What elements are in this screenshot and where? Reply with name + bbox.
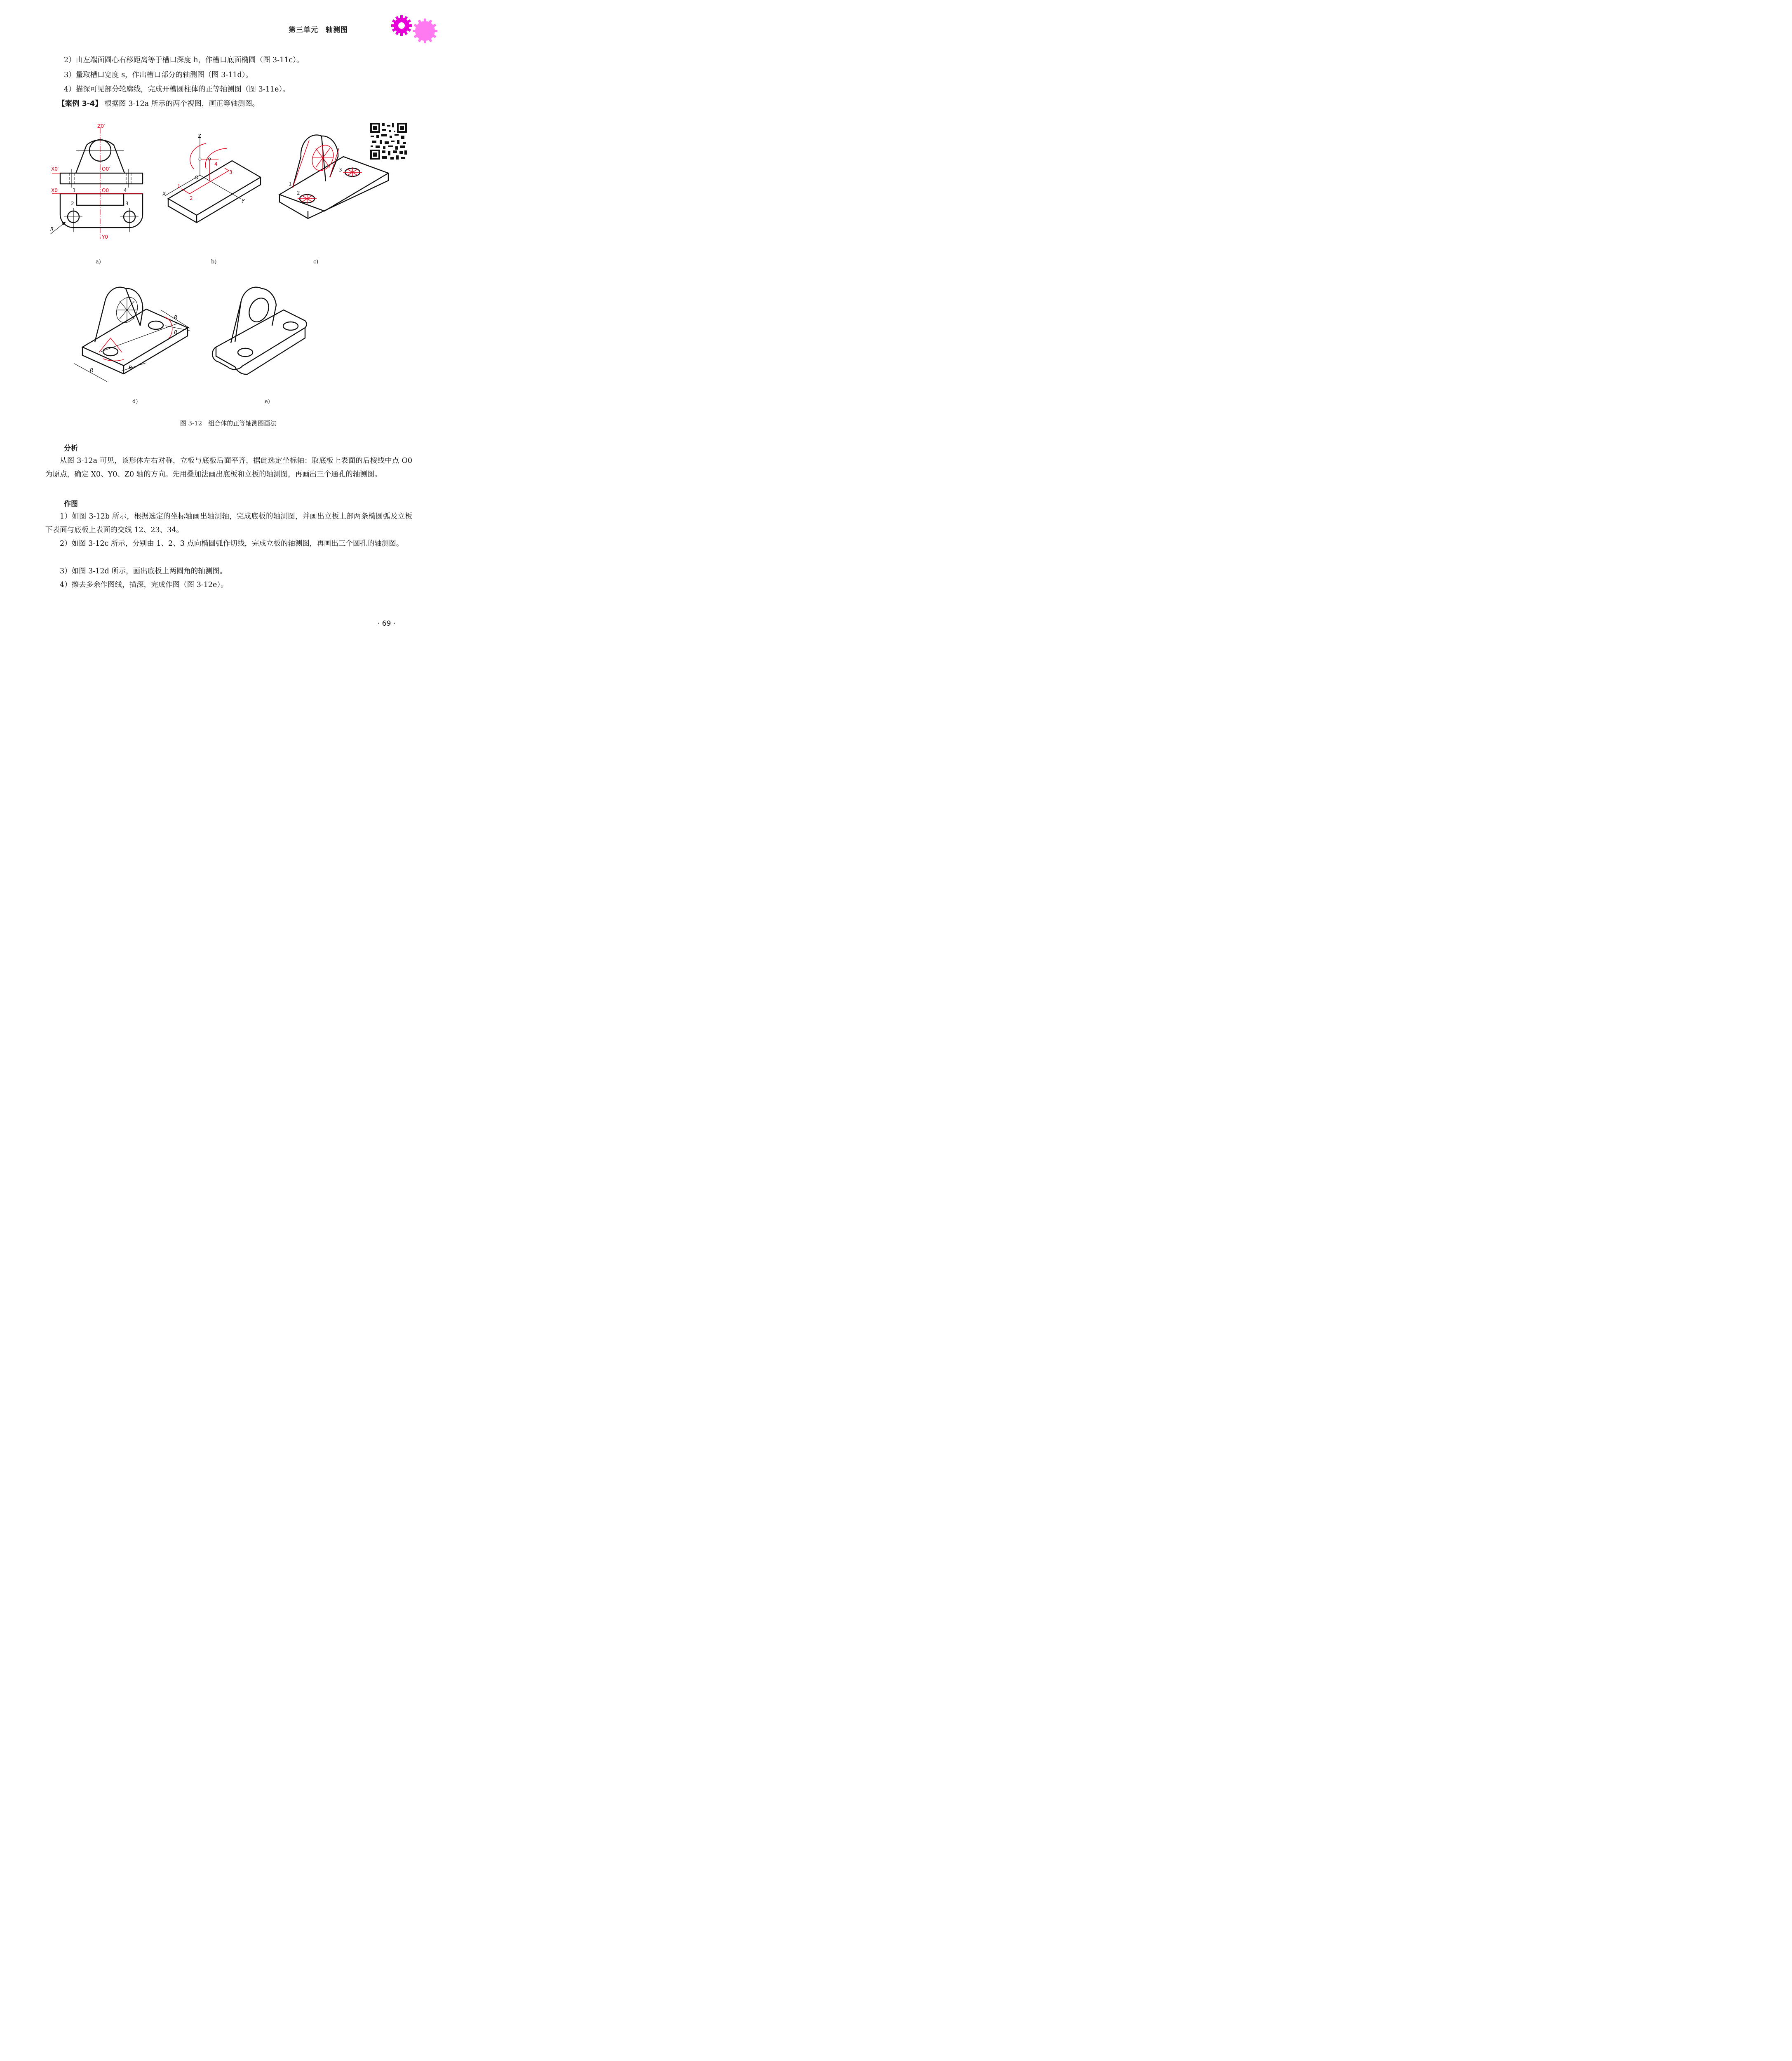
view-b (162, 133, 261, 223)
drawing-heading: 作图 (64, 500, 78, 508)
c-point-2-label: 2 (297, 190, 300, 196)
b-point-1-label: 1 (177, 183, 181, 189)
b-point-3-label: 3 (229, 169, 233, 175)
d-radius-label-2: R (129, 365, 132, 371)
case-label: 【案例 3-4】 (58, 100, 102, 108)
analysis-text: 从图 3-12a 可见，该形体左右对称，立板与底板后面平齐，据此选定坐标轴：取底板上表面的后棱线中点 O0 为原点，确定 X0、Y0、Z0 轴的方向。先用叠加法画出底板和立板的轴测图，再画出三个通孔的轴测图。 (45, 457, 412, 479)
drawing-step-1: 1）如图 3-12b 所示，根据选定的坐标轴画出轴测轴，完成底板的轴测图，并画出立板上部两条椭圆弧及立板下表面与底板上表面的交线 12、23、34。 (45, 512, 412, 534)
step-2-text: 2）由左端面圆心右移距离等于槽口深度 h，作槽口底面椭圆（图 3-11c）。 (64, 56, 304, 64)
point-2-label: 2 (71, 201, 74, 207)
o0-prime-label: O0′ (102, 166, 110, 172)
x0-prime-label: X0′ (51, 166, 59, 172)
axis-x-label: X (162, 191, 166, 197)
d-radius-label-3: R (174, 315, 178, 320)
o0-label: O0 (102, 188, 109, 193)
d-radius-label-1: R (90, 367, 94, 373)
view-a (50, 123, 143, 240)
case-text: 根据图 3-12a 所示的两个视图，画正等轴测图。 (104, 100, 260, 108)
point-4-label: 4 (124, 188, 127, 193)
radius-label: R (50, 226, 54, 232)
sub-label-e: e) (265, 399, 270, 405)
page-number: · 69 · (378, 620, 396, 628)
view-d (74, 287, 190, 382)
drawing-step-2: 2）如图 3-12c 所示，分别由 1、2、3 点向椭圆弧作切线，完成立板的轴测图，再画出三个圆孔的轴测图。 (60, 540, 404, 548)
sub-label-b: b) (211, 259, 217, 265)
step-4-text: 4）描深可见部分轮廓线，完成开槽圆柱体的正等轴测图（图 3-11e）。 (64, 85, 290, 94)
b-point-4-label: 4 (214, 161, 218, 167)
point-3-label: 3 (125, 201, 129, 207)
drawing-step-4: 4）擦去多余作图线，描深，完成作图（图 3-12e）。 (60, 581, 228, 589)
qr-code (369, 122, 408, 161)
d-radius-label-4: R (174, 329, 178, 335)
sub-label-d: d) (132, 399, 138, 405)
step-3-text: 3）量取槽口宽度 s，作出槽口部分的轴测图（图 3-11d）。 (64, 71, 253, 79)
c-point-1-label: 1 (289, 181, 292, 187)
b-point-2-label: 2 (190, 195, 193, 201)
drawing-step-3: 3）如图 3-12d 所示，画出底板上两圆角的轴测图。 (60, 567, 227, 575)
axis-z-label: Z (198, 133, 202, 139)
sub-label-c: c) (313, 259, 319, 265)
chapter-title: 第三单元 轴测图 (289, 26, 348, 34)
sub-label-a: a) (96, 259, 101, 265)
c-point-3-label: 3 (339, 167, 342, 173)
z0-prime-label: Z0′ (97, 123, 105, 129)
point-1-label: 1 (73, 188, 76, 193)
analysis-heading: 分析 (64, 444, 78, 453)
x0-label: X0 (51, 188, 58, 193)
case-line (58, 98, 425, 108)
axis-o-label: O (195, 175, 199, 181)
gear-icon (412, 18, 438, 44)
axis-y-label: Y (242, 198, 245, 204)
y0-label: Y0 (102, 234, 108, 240)
gear-icon (391, 15, 412, 36)
view-e (212, 287, 306, 374)
figure-caption: 图 3-12 组合体的正等轴测图画法 (180, 420, 277, 427)
